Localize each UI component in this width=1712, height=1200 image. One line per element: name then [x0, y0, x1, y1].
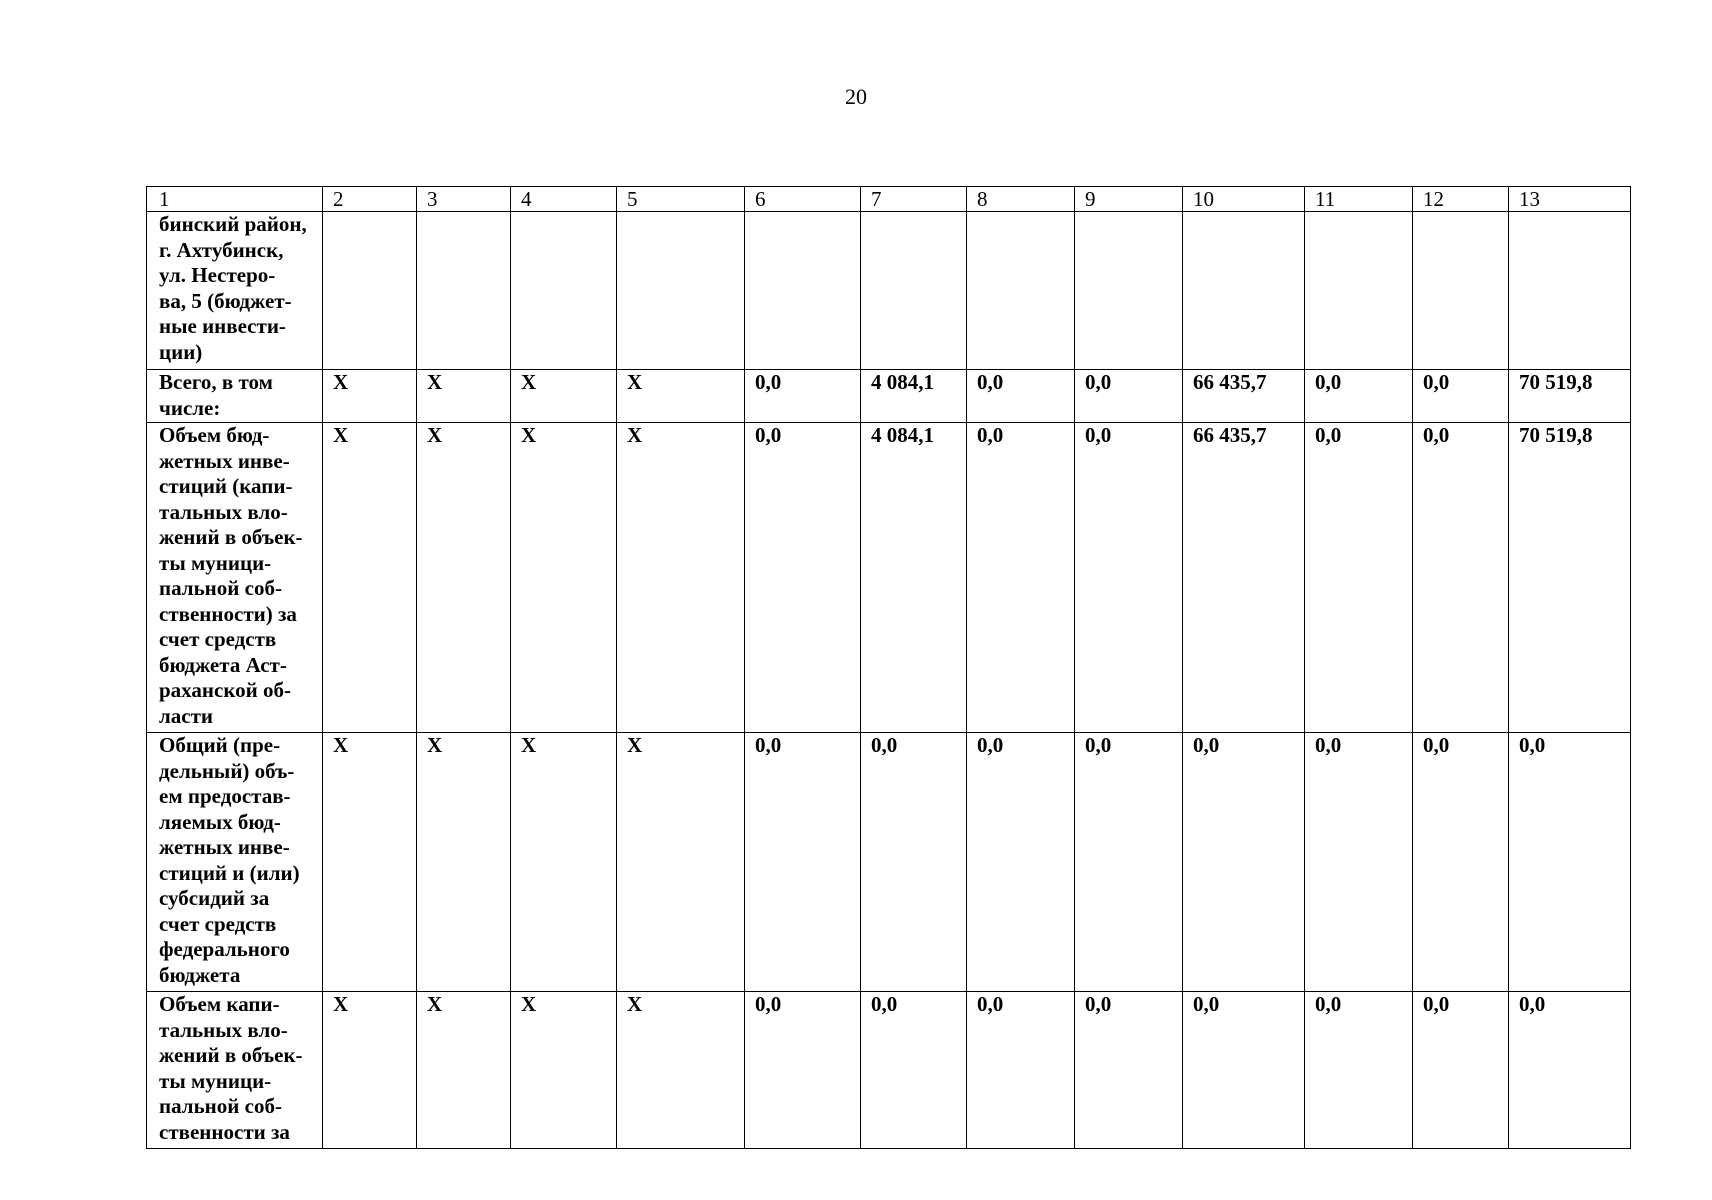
table-cell: 0,0 — [1075, 992, 1183, 1149]
table-cell: X — [617, 733, 745, 992]
table-cell — [1509, 212, 1631, 370]
table-cell: X — [511, 370, 617, 423]
table-cell: 0,0 — [1305, 733, 1413, 992]
table-cell: X — [511, 733, 617, 992]
budget-table — [146, 186, 1631, 1149]
table-row — [147, 423, 1631, 733]
table-cell: X — [417, 992, 511, 1149]
table-cell — [1305, 212, 1413, 370]
header-cell: 5 — [617, 187, 745, 212]
header-cell: 7 — [861, 187, 967, 212]
header-cell: 12 — [1413, 187, 1509, 212]
table-cell: 0,0 — [967, 370, 1075, 423]
table-cell: X — [511, 423, 617, 733]
table-cell: 0,0 — [1413, 733, 1509, 992]
row-label — [147, 370, 323, 423]
table-cell — [1183, 212, 1305, 370]
table-cell: 0,0 — [1509, 733, 1631, 992]
table-row — [147, 212, 1631, 370]
header-cell: 8 — [967, 187, 1075, 212]
table-row — [147, 992, 1631, 1149]
row-label — [147, 733, 323, 992]
header-cell: 2 — [323, 187, 417, 212]
table-cell: 0,0 — [1305, 423, 1413, 733]
table-cell: X — [417, 370, 511, 423]
header-cell: 6 — [745, 187, 861, 212]
table-cell: 0,0 — [861, 992, 967, 1149]
table-header-row — [147, 187, 1631, 212]
table-cell: X — [323, 423, 417, 733]
table-row — [147, 733, 1631, 992]
table-cell: 0,0 — [967, 733, 1075, 992]
table-cell: X — [323, 992, 417, 1149]
header-cell: 10 — [1183, 187, 1305, 212]
header-cell: 1 — [147, 187, 323, 212]
table-cell: X — [417, 423, 511, 733]
table-cell: 4 084,1 — [861, 370, 967, 423]
row-label — [147, 423, 323, 733]
table-cell: X — [323, 733, 417, 992]
table-cell — [861, 212, 967, 370]
table-cell — [1413, 212, 1509, 370]
table-cell: 0,0 — [1183, 733, 1305, 992]
row-label-text: Объем капи- тальных вло- жений в объек- ты муници- пальной соб- ственности за — [159, 992, 303, 1144]
table-cell — [1075, 212, 1183, 370]
table-cell: 0,0 — [745, 733, 861, 992]
header-cell: 11 — [1305, 187, 1413, 212]
header-cell: 9 — [1075, 187, 1183, 212]
table-cell: 70 519,8 — [1509, 370, 1631, 423]
table-cell: 0,0 — [1075, 370, 1183, 423]
table-cell: X — [617, 423, 745, 733]
table-cell: 0,0 — [1183, 992, 1305, 1149]
header-cell: 3 — [417, 187, 511, 212]
row-label — [147, 212, 323, 370]
page-number: 20 — [845, 84, 867, 109]
table-cell: X — [511, 992, 617, 1149]
header-cell: 13 — [1509, 187, 1631, 212]
table-cell: 4 084,1 — [861, 423, 967, 733]
row-label-text: Общий (пре- дельный) объ- ем предостав- ляемых бюд- жетных инве- стиций и (или) субсидий за счет средств федерального бюджета — [159, 733, 300, 987]
table-cell: X — [617, 370, 745, 423]
table-cell: 0,0 — [1305, 992, 1413, 1149]
table-cell — [323, 212, 417, 370]
table-cell: 0,0 — [745, 423, 861, 733]
table-cell: X — [617, 992, 745, 1149]
table-cell: 0,0 — [861, 733, 967, 992]
table-cell — [511, 212, 617, 370]
table-cell — [617, 212, 745, 370]
table-cell — [967, 212, 1075, 370]
table-cell: 0,0 — [967, 992, 1075, 1149]
table-cell: X — [323, 370, 417, 423]
row-label-text: Всего, в том числе: — [159, 370, 273, 420]
header-cell: 4 — [511, 187, 617, 212]
table-cell: 0,0 — [1509, 992, 1631, 1149]
row-label — [147, 992, 323, 1149]
table-cell: 70 519,8 — [1509, 423, 1631, 733]
table-cell: 0,0 — [1075, 733, 1183, 992]
table-cell — [745, 212, 861, 370]
table-cell: 0,0 — [1413, 992, 1509, 1149]
table-cell: 0,0 — [1413, 423, 1509, 733]
table-row — [147, 370, 1631, 423]
table-cell: 0,0 — [745, 992, 861, 1149]
table-cell: 0,0 — [1075, 423, 1183, 733]
table-cell: 66 435,7 — [1183, 370, 1305, 423]
table-cell: 0,0 — [967, 423, 1075, 733]
row-label-text: бинский район, г. Ахтубинск, ул. Нестеро- ва, 5 (бюджет- ные инвести- ции) — [159, 212, 307, 364]
table-cell: 0,0 — [1413, 370, 1509, 423]
table-cell — [417, 212, 511, 370]
table-cell: 66 435,7 — [1183, 423, 1305, 733]
row-label-text: Объем бюд- жетных инве- стиций (капи- тальных вло- жений в объек- ты муници- пальной соб- ственности) за счет средств бюджета Аст- раханской об- ласти — [159, 423, 303, 728]
table-cell: X — [417, 733, 511, 992]
table-cell: 0,0 — [1305, 370, 1413, 423]
table-cell: 0,0 — [745, 370, 861, 423]
